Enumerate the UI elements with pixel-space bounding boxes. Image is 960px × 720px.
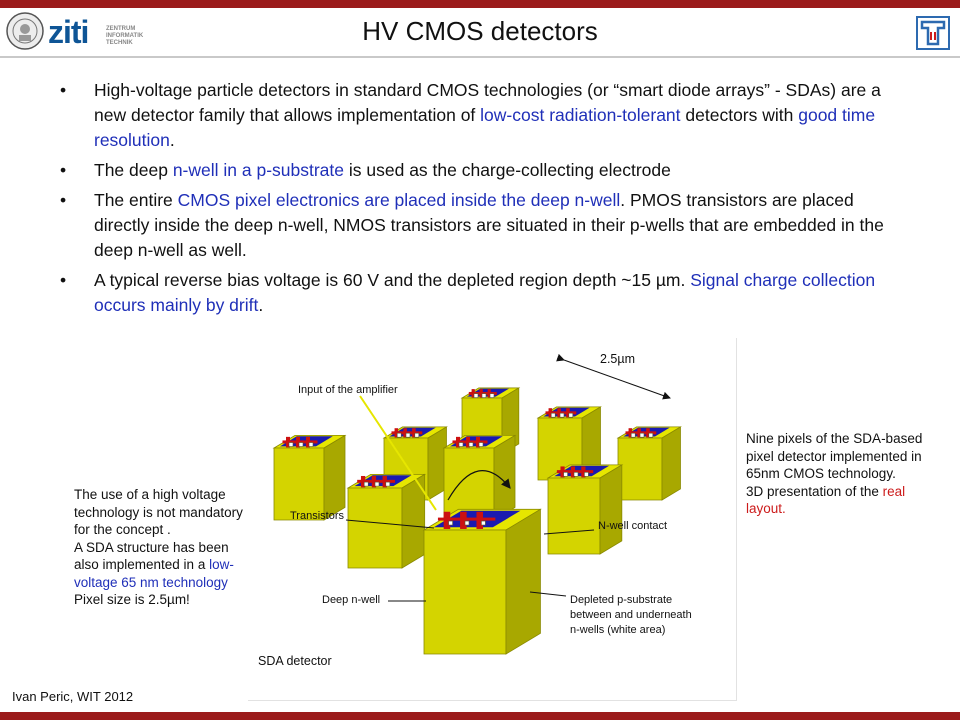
bullet-text: . PMOS transistors are placed directly inside the deep n-well, NMOS transistors are situated in their p-wells that are embedded in the deep n-well as well.: [94, 190, 884, 260]
top-accent-bar: [0, 0, 960, 8]
bullet-item: [58, 158, 888, 183]
bullet-item: [58, 188, 888, 263]
left-note-line1: The use of a high voltage technology is not mandatory for the concept .: [74, 487, 243, 537]
left-note-text: A SDA structure has been also implemented in a: [74, 539, 229, 572]
left-note-line3: Pixel size is 2.5µm!: [74, 592, 190, 607]
depleted-label-line1: Depleted p-substrate: [570, 594, 673, 606]
right-note-line1: Nine pixels of the SDA-based pixel detector implemented in 65nm CMOS technology.: [746, 431, 923, 481]
input-amplifier-label: Input of the amplifier: [298, 384, 398, 396]
bullet-list: [58, 78, 888, 323]
deep-nwell-label: Deep n-well: [322, 594, 381, 606]
bottom-accent-bar: [0, 712, 960, 720]
pixel-cube: [618, 427, 680, 500]
bullet-text: is used as the charge-collecting electrode: [344, 160, 671, 180]
bullet-highlight: CMOS pixel electronics are placed inside the deep n-well: [177, 190, 621, 210]
pixel-cube: [444, 435, 515, 520]
bullet-text: High-voltage particle detectors in standard CMOS technologies (or “smart diode arrays” - SDAs) are a new detector family that allows implementation of: [94, 80, 881, 125]
left-note-line2: [74, 539, 246, 592]
sda-pixel-figure: [248, 338, 737, 701]
footer-author: Ivan Peric, WIT 2012: [12, 689, 134, 704]
bullet-item: [58, 78, 888, 153]
right-note-line2: [746, 483, 946, 518]
bullet-highlight: low-cost radiation-tolerant: [480, 105, 681, 125]
bullet-text: detectors with: [680, 105, 799, 125]
right-note-period: .: [782, 501, 786, 516]
right-note-text: 3D presentation of the: [746, 483, 883, 499]
institute-logo-icon: [916, 16, 950, 50]
bullet-item: [58, 268, 888, 318]
bullet-text: The entire: [94, 190, 178, 210]
bullet-text: .: [169, 130, 175, 150]
bullet-highlight: good time resolution: [94, 105, 876, 150]
right-note-highlight: real layout: [746, 483, 906, 516]
bullet-text: .: [258, 295, 264, 315]
figure-caption: SDA detector: [258, 654, 332, 668]
pixel-cube: [548, 465, 622, 554]
bullet-text: The deep: [94, 160, 173, 180]
depleted-label-line3: n-wells (white area): [570, 624, 666, 636]
scale-label: 2.5µm: [600, 352, 635, 366]
ziti-logo-text: ziti: [48, 14, 89, 50]
title-divider: [0, 56, 960, 58]
bullet-highlight: Signal charge collection occurs mainly by drift: [94, 270, 876, 315]
bullet-highlight: n-well in a p-substrate: [172, 160, 345, 180]
slide-title: HV CMOS detectors: [362, 16, 598, 46]
right-note: [746, 430, 946, 518]
depleted-label-line2: between and underneath: [570, 609, 692, 621]
bullet-text: A typical reverse bias voltage is 60 V and the depleted region depth ~15 µm.: [94, 270, 691, 290]
left-note-highlight: low-voltage 65 nm technology: [74, 557, 234, 590]
transistors-label: Transistors: [290, 510, 344, 522]
ziti-logo-subtext: ZENTRUM INFORMATIK TECHNIK: [106, 26, 144, 46]
pixel-cube: [424, 509, 540, 654]
left-note: [74, 486, 246, 609]
pixel-cube: [274, 435, 345, 520]
nwell-contact-label: N-well contact: [598, 520, 668, 532]
